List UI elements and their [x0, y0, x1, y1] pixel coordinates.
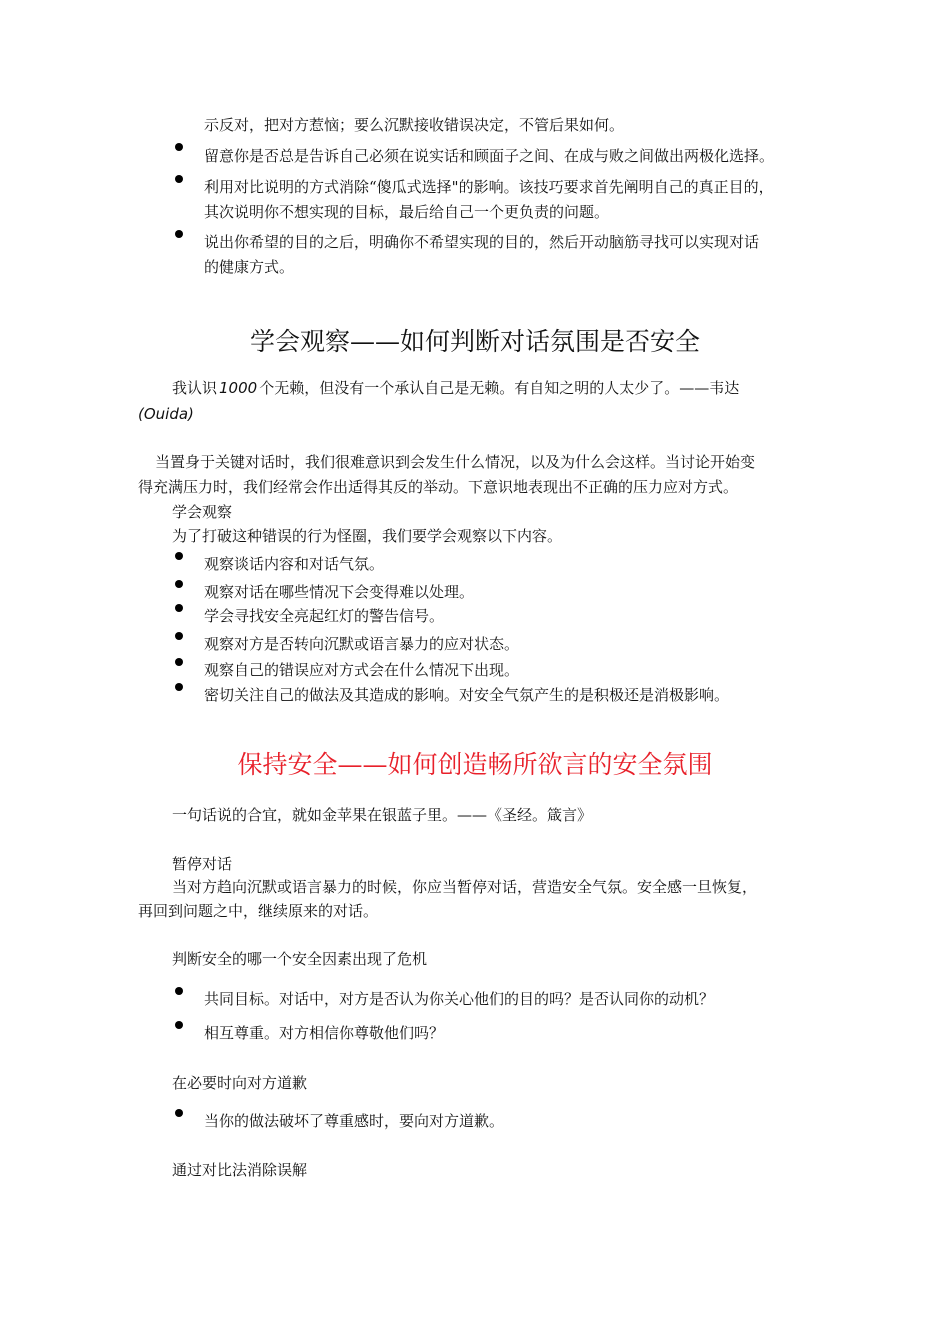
- bullet-icon: [175, 604, 183, 612]
- bullet-icon: [175, 683, 183, 691]
- bullet-icon: [175, 552, 183, 560]
- bullet-icon: [175, 143, 183, 151]
- list-item: 利用对比说明的方式消除“傻瓜式选择"的影响。该技巧要求首先阐明自己的真正目的，: [204, 178, 774, 196]
- paragraph-line: 为了打破这种错误的行为怪圈，我们要学会观察以下内容。: [172, 527, 563, 545]
- paragraph-line: 再回到问题之中，继续原来的对话。: [138, 902, 379, 920]
- quote-line: [172, 375, 739, 401]
- bullet-icon: [175, 580, 183, 588]
- paragraph-line: 当置身于关键对话时，我们很难意识到会发生什么情况，以及为什么会这样。当讨论开始变: [155, 453, 756, 471]
- bullet-icon: [175, 175, 183, 183]
- quote-author: (Ouida): [138, 405, 194, 423]
- list-item: 观察谈话内容和对话气氛。: [204, 555, 385, 573]
- quote-number: 1000: [219, 379, 258, 397]
- quote-text-a: 我认识: [172, 379, 218, 397]
- section-title-stay-safe: 保持安全——如何创造畅所欲言的安全氛围: [237, 750, 713, 779]
- sub-heading: 学会观察: [172, 503, 233, 521]
- sub-heading: 判断安全的哪一个安全因素出现了危机: [172, 950, 428, 968]
- sub-heading: 通过对比法消除误解: [172, 1161, 308, 1179]
- sub-heading: 在必要时向对方道歉: [172, 1074, 308, 1092]
- list-item: 观察对方是否转向沉默或语言暴力的应对状态。: [204, 635, 520, 653]
- paragraph-line: 得充满压力时，我们经常会作出适得其反的举动。下意识地表现出不正确的压力应对方式。: [138, 478, 739, 496]
- bullet-icon: [175, 1021, 183, 1029]
- sub-heading: 暂停对话: [172, 855, 233, 873]
- list-item: 共同目标。对话中，对方是否认为你关心他们的目的吗？是否认同你的动机？: [204, 990, 715, 1008]
- quote-text-b: 个无赖，但没有一个承认自己是无赖。有自知之明的人太少了。——韦达: [259, 379, 740, 397]
- list-item: 学会寻找安全亮起红灯的警告信号。: [204, 607, 445, 625]
- list-item: 留意你是否总是告诉自己必须在说实话和顾面子之间、在成与败之间做出两极化选择。: [204, 147, 775, 165]
- list-item: 观察对话在哪些情况下会变得难以处理。: [204, 583, 475, 601]
- paragraph-line: 当对方趋向沉默或语言暴力的时候，你应当暂停对话，营造安全气氛。安全感一旦恢复，: [172, 878, 758, 896]
- list-item: 当你的做法破坏了尊重感时，要向对方道歉。: [204, 1112, 505, 1130]
- section-title-observe: 学会观察——如何判断对话氛围是否安全: [249, 327, 700, 356]
- list-item: 密切关注自己的做法及其造成的影响。对安全气氛产生的是积极还是消极影响。: [204, 686, 730, 704]
- list-item-continuation: 其次说明你不想实现的目标，最后给自己一个更负责的问题。: [204, 203, 610, 221]
- list-item: 相互尊重。对方相信你尊敬他们吗？: [204, 1024, 445, 1042]
- bullet-icon: [175, 1109, 183, 1117]
- bullet-icon: [175, 632, 183, 640]
- bullet-icon: [175, 987, 183, 995]
- bullet-icon: [175, 658, 183, 666]
- quote-line: 一句话说的合宜，就如金苹果在银蓝子里。——《圣经。箴言》: [172, 806, 593, 824]
- list-item: 观察自己的错误应对方式会在什么情况下出现。: [204, 661, 520, 679]
- list-item: 说出你希望的目的之后，明确你不希望实现的目的，然后开动脑筋寻找可以实现对话: [204, 233, 760, 251]
- list-item-continuation: 的健康方式。: [204, 258, 295, 276]
- bullet-icon: [175, 230, 183, 238]
- list-continuation: 示反对，把对方惹恼；要么沉默接收错误决定，不管后果如何。: [204, 116, 625, 134]
